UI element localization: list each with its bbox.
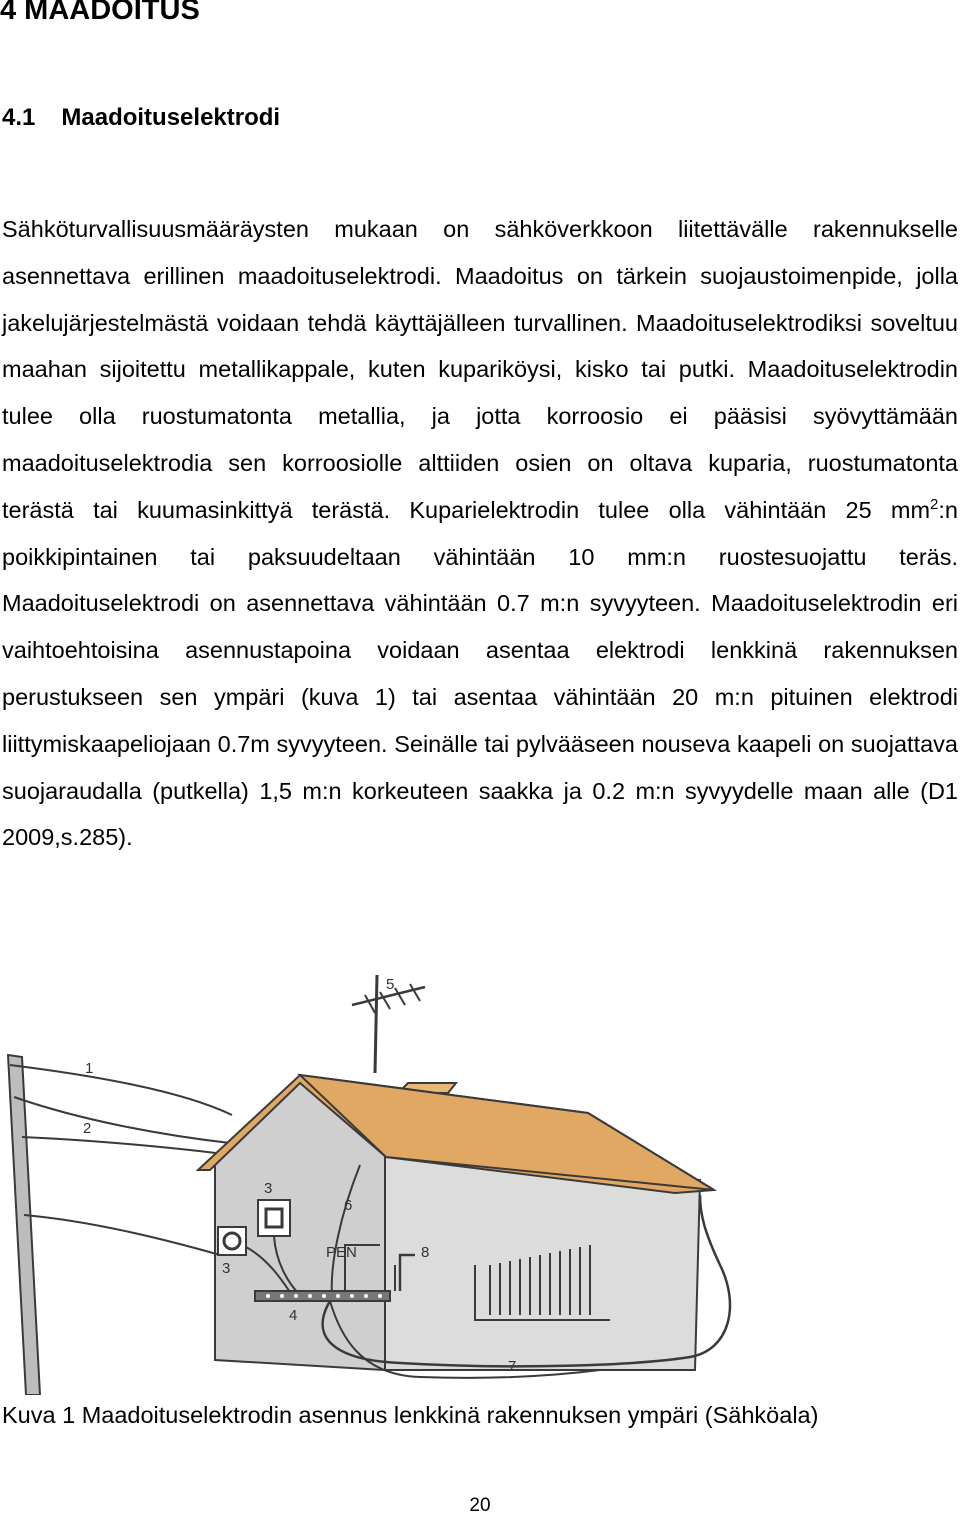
paragraph-part-1: Sähköturvallisuusmääräysten mukaan on sähköverkkoon liitettävälle rakennukselle asennettava erillinen maadoituselektrodi. Maadoitus on tärkein suojaustoimenpide, jolla jakelujärjestelmästä voidaan tehdä käyttäjälleen turvallinen. Maadoituselektrodiksi soveltuu maahan sijoitettu metallikappale, kuten kupariköysi, kisko tai putki. Maadoituselektrodin tulee olla ruostumatonta metallia, ja jotta korroosio ei pääsisi syövyttämään maadoituselektrodia sen korroosiolle alttiiden osien on oltava kuparia, ruostumatonta terästä tai kuumasinkittyä terästä. Kuparielektrodin tulee olla vähintään 25 mm (2, 216, 958, 523)
label-1: 1 (85, 1060, 94, 1077)
body-paragraph (2, 206, 958, 861)
label-7: 7 (508, 1358, 517, 1375)
meter-box-lower (218, 1227, 246, 1255)
label-3-upper: 3 (264, 1180, 273, 1197)
underground-cable (24, 1215, 220, 1255)
grounding-diagram (0, 965, 960, 1395)
house-grounding-illustration (0, 965, 960, 1395)
label-pen: PEN (326, 1244, 357, 1261)
label-3-lower: 3 (222, 1260, 231, 1277)
utility-pole (8, 1055, 40, 1395)
chapter-title: 4 MAADOITUS (0, 0, 200, 26)
overhead-cable-2 (14, 1097, 230, 1143)
meter-box-upper (258, 1200, 290, 1236)
paragraph-part-2: :n poikkipintainen tai paksuudeltaan vähintään 10 mm:n ruostesuojattu teräs. Maadoituselektrodi on asennettava vähintään 0.7 m:n syvyyteen. Maadoituselektrodin eri vaihtoehtoisina asennustapoina voidaan asentaa elektrodi lenkkinä rakennuksen perustukseen sen ympäri (kuva 1) tai asentaa vähintään 20 m:n pituinen elektrodi liittymiskaapeliojaan 0.7m syvyyteen. Seinälle tai pylvääseen nouseva kaapeli on suojattava suojaraudalla (putkella) 1,5 m:n korkeuteen saakka ja 0.2 m:n syvyydelle maan alle (D1 2009,s.285). (2, 496, 958, 851)
superscript-2: 2 (930, 495, 939, 513)
section-title: Maadoituselektrodi (61, 104, 281, 131)
label-4: 4 (289, 1307, 298, 1324)
antenna-mast (375, 975, 377, 1073)
label-6: 6 (344, 1197, 353, 1214)
label-8: 8 (421, 1244, 430, 1261)
label-2: 2 (83, 1120, 92, 1137)
label-5: 5 (386, 976, 395, 993)
figure-caption: Kuva 1 Maadoituselektrodin asennus lenkkinä rakennuksen ympäri (Sähköala) (2, 1402, 819, 1428)
page-number: 20 (469, 1495, 491, 1516)
section-number: 4.1 (2, 104, 36, 131)
section-heading (2, 104, 280, 132)
